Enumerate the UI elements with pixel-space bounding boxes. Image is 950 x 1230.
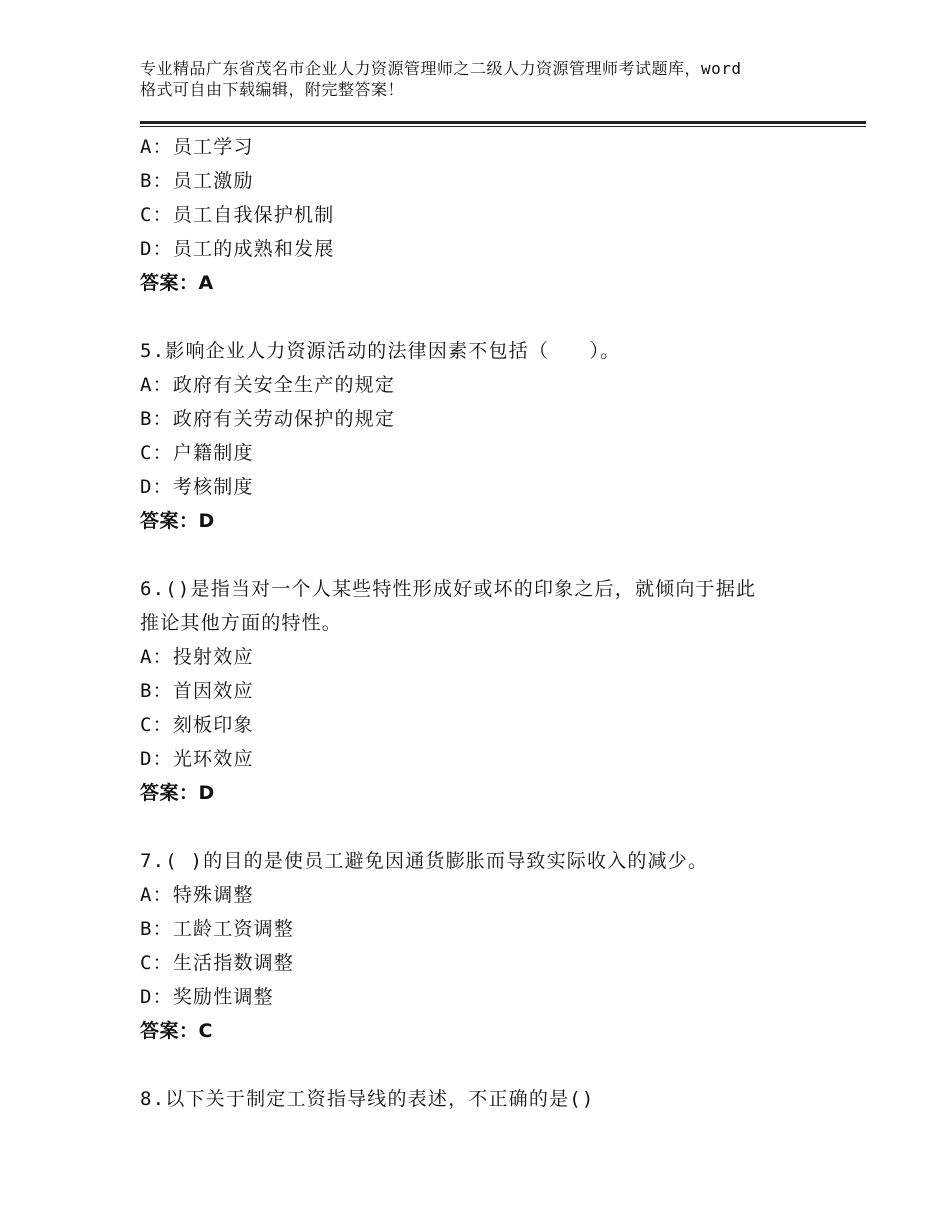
option-a: A：政府有关安全生产的规定 — [140, 374, 396, 396]
header-title-line-1: 专业精品广东省茂名市企业人力资源管理师之二级人力资源管理师考试题库，word — [140, 59, 742, 78]
question-text-line-2: 推论其他方面的特性。 — [140, 612, 343, 634]
answer: 答案：C — [140, 1020, 213, 1042]
question-6 — [140, 572, 840, 810]
question-text: 5.影响企业人力资源活动的法律因素不包括（ ）。 — [140, 340, 621, 362]
option-d: D：考核制度 — [140, 476, 254, 498]
answer: 答案：D — [140, 510, 215, 532]
spacer — [140, 810, 840, 844]
question-7 — [140, 844, 840, 1048]
question-text: 8.以下关于制定工资指导线的表述，不正确的是() — [140, 1088, 595, 1110]
header-rule-thick — [140, 121, 866, 124]
option-c: C：员工自我保护机制 — [140, 204, 335, 226]
option-d: D：奖励性调整 — [140, 986, 274, 1008]
spacer — [140, 1048, 840, 1082]
question-text: 7.( )的目的是使员工避免因通货膨胀而导致实际收入的减少。 — [140, 850, 709, 872]
answer: 答案：D — [140, 782, 215, 804]
document-header — [140, 58, 840, 100]
option-d: D：员工的成熟和发展 — [140, 238, 335, 260]
header-rule-thin — [140, 126, 866, 127]
header-title-line-2: 格式可自由下载编辑，附完整答案！ — [140, 80, 405, 99]
option-a: A：特殊调整 — [140, 884, 254, 906]
option-a: A：员工学习 — [140, 136, 254, 158]
question-list — [140, 130, 840, 1116]
option-b: B：员工激励 — [140, 170, 254, 192]
option-c: C：刻板印象 — [140, 714, 254, 736]
question-8 — [140, 1082, 840, 1116]
answer: 答案：A — [140, 272, 214, 294]
option-b: B：政府有关劳动保护的规定 — [140, 408, 396, 430]
question-4 — [140, 130, 840, 300]
option-d: D：光环效应 — [140, 748, 254, 770]
option-b: B：首因效应 — [140, 680, 254, 702]
option-a: A：投射效应 — [140, 646, 254, 668]
question-5 — [140, 334, 840, 538]
option-c: C：生活指数调整 — [140, 952, 295, 974]
spacer — [140, 300, 840, 334]
question-text-line-1: 6.()是指当对一个人某些特性形成好或坏的印象之后，就倾向于据此 — [140, 578, 757, 600]
option-b: B：工龄工资调整 — [140, 918, 295, 940]
option-c: C：户籍制度 — [140, 442, 254, 464]
spacer — [140, 538, 840, 572]
